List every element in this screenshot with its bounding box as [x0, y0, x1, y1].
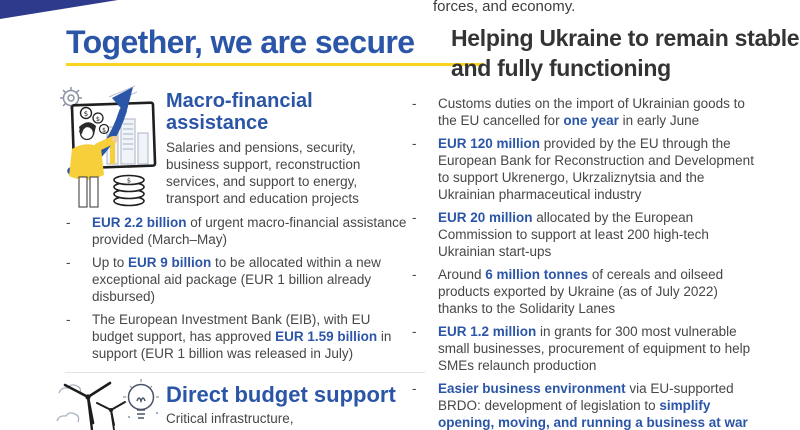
bullet-text: EUR 2.2 billion of urgent macro-financial assistance provided (March–May): [92, 215, 407, 247]
wind-turbine-small-icon: [97, 402, 125, 430]
bullet-dash: -: [66, 255, 71, 270]
title-underline-decoration: [66, 63, 484, 66]
bullet-text: Around 6 million tonnes of cereals and oilseed products exported by Ukraine (as of July 2022) thanks to the Solidarity Lanes: [438, 267, 724, 316]
bullet-dash: -: [412, 96, 417, 111]
bullet-dash: -: [412, 381, 417, 396]
bullet-dash: -: [66, 312, 71, 327]
direct-budget-illustration-icon: [55, 377, 163, 430]
coin-dollar-sign: $: [126, 176, 132, 185]
bullet-text: EUR 1.2 million in grants for 300 most vulnerable small businesses, procurement of equipment to help SMEs relaunch production: [438, 324, 751, 373]
right-column-heading: Helping Ukraine to remain stable and fully functioning: [451, 25, 800, 81]
previous-section-text-fragment: forces, and economy.: [433, 0, 576, 15]
corner-banner-decoration: [0, 0, 118, 19]
lightbulb-icon: [123, 379, 159, 418]
bullet-item: [412, 323, 756, 374]
bullet-item: [66, 214, 410, 248]
bullet-item: [66, 311, 410, 362]
bullet-item: [412, 380, 756, 430]
bullet-dash: -: [412, 136, 417, 151]
bullet-dash: -: [66, 215, 71, 230]
bullet-text: Up to EUR 9 billion to be allocated within a new exceptional aid package (EUR 1 billion already disbursed): [92, 255, 381, 304]
bullet-text: EUR 20 million allocated by the European Commission to support at least 200 high-tech Ukrainian start-ups: [438, 210, 709, 259]
bullet-text: The European Investment Bank (EIB), with EU budget support, has approved EUR 1.59 billion in support (EUR 1 billion was released in July): [92, 312, 392, 361]
bullet-dash: -: [412, 210, 417, 225]
section-divider: [65, 372, 425, 373]
right-bullet-list: [412, 95, 756, 430]
bullet-item: [412, 95, 756, 129]
macro-financial-heading: Macro-financial assistance: [166, 90, 313, 134]
bullet-item: [412, 135, 756, 203]
svg-text:$: $: [83, 110, 89, 118]
bullet-text: EUR 120 million provided by the EU through the European Bank for Reconstruction and Development to support Ukrenergo, Ukrzaliznytsia and the Ukrainian pharmaceutical industry: [438, 136, 754, 202]
direct-budget-heading: Direct budget support: [166, 382, 396, 407]
bullet-text: Easier business environment via EU-supported BRDO: development of legislation to simplify opening, moving, and running a business at war: [438, 381, 748, 430]
bullet-item: [66, 254, 410, 305]
left-bullet-list: [66, 214, 410, 362]
bullet-item: [412, 209, 756, 260]
macro-financial-growth-illustration-icon: [57, 83, 161, 211]
page-title: Together, we are secure: [66, 24, 415, 60]
direct-budget-description: Critical infrastructure,: [166, 411, 294, 426]
svg-text:$: $: [102, 127, 106, 134]
bullet-item: [412, 266, 756, 317]
bullet-text: Customs duties on the import of Ukrainian goods to the EU cancelled for one year in early June: [438, 96, 745, 128]
svg-text:$: $: [95, 115, 101, 123]
bullet-dash: -: [412, 267, 417, 282]
macro-financial-description: Salaries and pensions, security, business support, reconstruction services, and support to energy, transport and education projects: [166, 140, 361, 206]
bullet-dash: -: [412, 324, 417, 339]
